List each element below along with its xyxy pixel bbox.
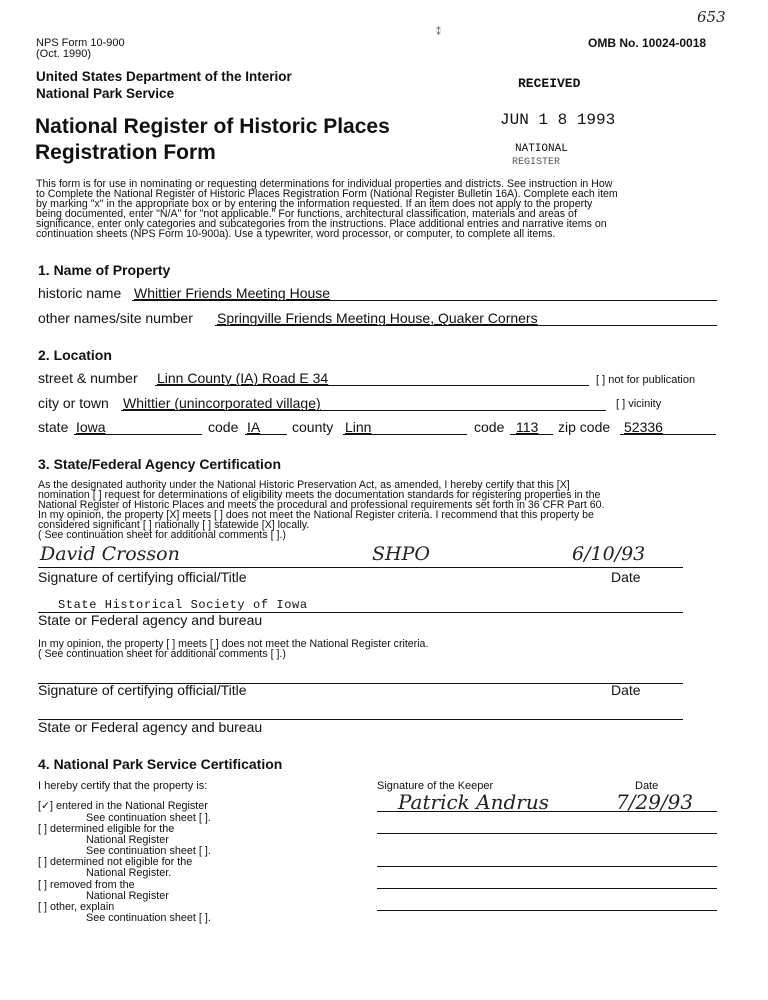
keeper-signature: Patrick Andrus	[398, 790, 549, 814]
street-value: Linn County (IA) Road E 34	[157, 370, 329, 386]
agency-typed: State Historical Society of Iowa	[58, 598, 308, 612]
county-code-line	[510, 434, 553, 435]
certifying-signature: David Crosson	[40, 543, 180, 565]
agency: National Park Service	[36, 86, 175, 101]
state-value: Iowa	[76, 419, 106, 435]
zip-value: 52336	[624, 419, 663, 435]
county-line	[343, 434, 467, 435]
county-label: county	[292, 419, 334, 435]
option-not-eligible: [ ] determined not eligible for the	[38, 856, 193, 868]
certifying-date-handwriting: 6/10/93	[572, 543, 646, 565]
form-title-line2: Registration Form	[35, 141, 216, 164]
other-names-label: other names/site number	[38, 310, 193, 326]
county-code-value: 113	[516, 419, 539, 435]
option-entered-continuation: See continuation sheet [ ].	[86, 812, 211, 824]
city-line	[121, 410, 606, 411]
form-date: (Oct. 1990)	[36, 48, 92, 60]
historic-name-line	[132, 300, 717, 301]
keeper-date-label: Date	[635, 780, 659, 792]
county-code-label: code	[474, 419, 505, 435]
zip-label: zip code	[558, 419, 611, 435]
option-other-continuation: See continuation sheet [ ].	[86, 912, 211, 924]
keeper-line-4	[377, 888, 717, 889]
date-label-2: Date	[611, 682, 641, 698]
keeper-line-3	[377, 866, 717, 867]
county-value: Linn	[345, 419, 372, 435]
other-names-value: Springville Friends Meeting House, Quaker Corners	[217, 310, 538, 326]
certification-text: As the designated authority under the National Historic Preservation Act, as amended, I hereby certify that this [X] nomination [ ] request for determinations of eligibility meets the documentation standards for registering properties in the National Register of Historic Places and meets the procedural and professional requirements set forth in 36 CFR Part 60. In my opinion, the property [X] meets [ ] does not meet the National Register criteria. I recommend that this property be considered significant [ ] nationally [ ] statewide [X] locally. ( See continuation sheet for additional comments [ ].)	[38, 479, 605, 541]
state-label: state	[38, 419, 69, 435]
city-value: Whittier (unincorporated village)	[123, 395, 321, 411]
historic-name-label: historic name	[38, 285, 122, 301]
certifying-title-handwriting: SHPO	[372, 543, 430, 565]
vicinity: [ ] vicinity	[616, 398, 662, 410]
zip-line	[620, 434, 716, 435]
signature-label-1: Signature of certifying official/Title	[38, 569, 247, 585]
signature-line-1	[38, 567, 683, 568]
state-line	[74, 434, 202, 435]
option-other: [ ] other, explain	[38, 901, 115, 913]
agency-label-1: State or Federal agency and bureau	[38, 612, 263, 628]
option-removed-nr: National Register	[86, 890, 169, 902]
keeper-date: 7/29/93	[616, 790, 694, 814]
certify-intro: I hereby certify that the property is:	[38, 780, 208, 792]
keeper-line-5	[377, 910, 717, 911]
section4-heading: 4. National Park Service Certification	[38, 756, 283, 772]
section3-heading: 3. State/Federal Agency Certification	[38, 456, 281, 472]
option-eligible: [ ] determined eligible for the	[38, 823, 175, 835]
instructions: This form is for use in nominating or requesting determinations for individual properties and districts. See instruction in How to Complete the National Register of Historic Places Registration Form (National Register Bulletin 16A). Complete each item by marking "x" in the appropriate box or by entering the information requested. If an item does not apply to the property being documented, enter "N/A" for "not applicable." For functions, architectural classification, materials and areas of significance, enter only categories and subcategories from the instructions. Place additional entries and narrative items on continuation sheets (NPS Form 10-900a). Use a typewriter, word processor, or computer, to complete all items.	[36, 178, 618, 240]
option-eligible-continuation: See continuation sheet [ ].	[86, 845, 211, 857]
section1-heading: 1. Name of Property	[38, 262, 171, 278]
keeper-line-1	[377, 811, 717, 812]
department: United States Department of the Interior	[36, 69, 292, 84]
opinion-text: In my opinion, the property [ ] meets [ ] does not meet the National Register criteria. ( See continuation sheet for additional comments [ ].)	[38, 638, 429, 660]
option-eligible-nr: National Register	[86, 834, 169, 846]
keeper-label: Signature of the Keeper	[377, 780, 494, 792]
city-label: city or town	[38, 395, 109, 411]
omb-number: OMB No. 10024-0018	[588, 36, 707, 50]
state-code-value: IA	[247, 419, 261, 435]
option-entered: [✓] entered in the National Register	[38, 800, 208, 812]
state-code-label: code	[208, 419, 239, 435]
agency-label-2: State or Federal agency and bureau	[38, 719, 263, 735]
street-label: street & number	[38, 370, 138, 386]
ink-mark: ⁑	[436, 27, 441, 38]
signature-label-2: Signature of certifying official/Title	[38, 682, 247, 698]
stamp-line4: REGISTER	[512, 157, 561, 168]
form-title-line1: National Register of Historic Places	[35, 115, 390, 138]
other-names-line	[215, 325, 717, 326]
date-label-1: Date	[611, 569, 641, 585]
form-number: NPS Form 10-900	[36, 37, 125, 49]
stamp-date: JUN 1 8 1993	[500, 111, 616, 129]
historic-name-value: Whittier Friends Meeting House	[134, 285, 331, 301]
street-line	[155, 385, 589, 386]
received-stamp: RECEIVED	[518, 76, 581, 91]
not-for-publication: [ ] not for publication	[596, 374, 696, 386]
stamp-line3: NATIONAL	[515, 143, 568, 155]
keeper-line-2	[377, 833, 717, 834]
state-code-line	[245, 434, 287, 435]
option-not-eligible-nr: National Register.	[86, 867, 172, 879]
section2-heading: 2. Location	[38, 347, 112, 363]
option-removed: [ ] removed from the	[38, 879, 135, 891]
corner-note: 653	[697, 8, 726, 26]
